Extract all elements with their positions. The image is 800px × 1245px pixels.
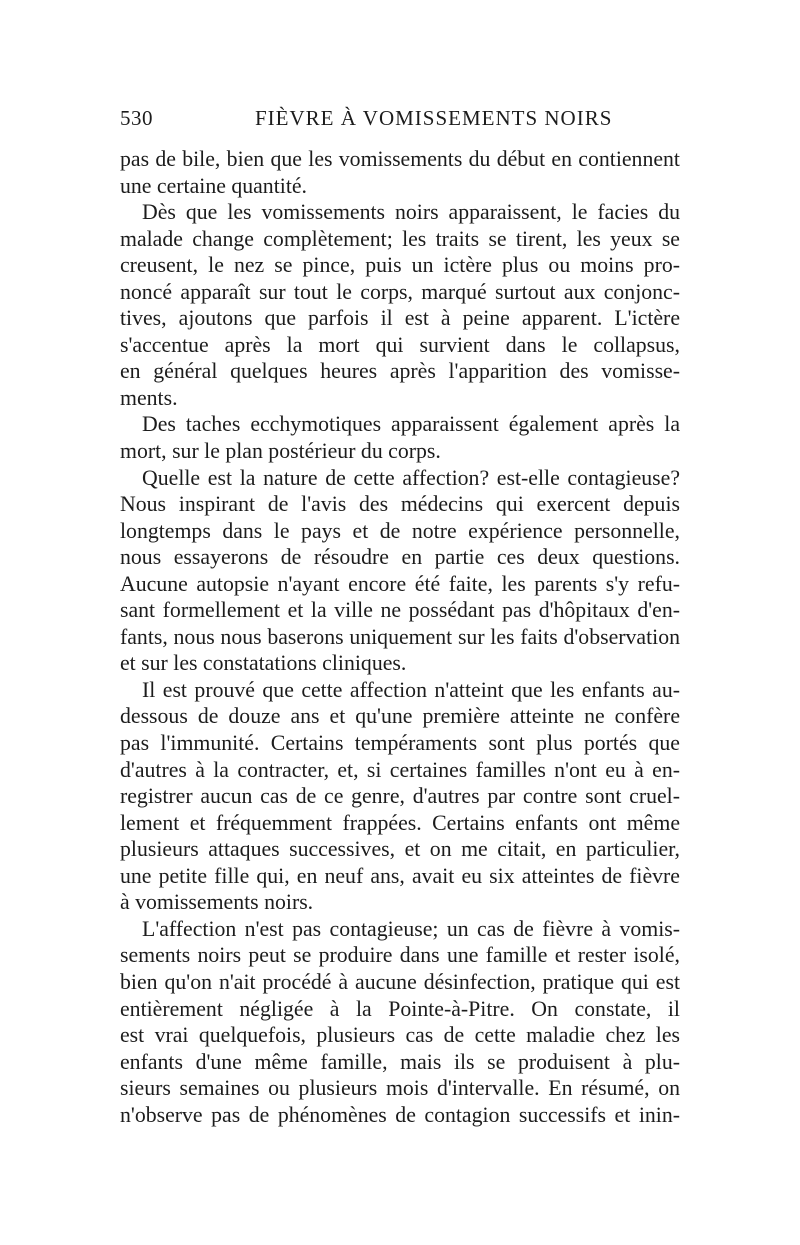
text-line: une certaine quantité. (120, 173, 307, 198)
text-line: mort, sur le plan postérieur du corps. (120, 439, 441, 464)
text-line: entièrement négligée à la Pointe-à-Pitre. On constate, il (120, 996, 680, 1021)
text-line: pas l'immunité. Certains tempéraments sont plus portés que (120, 731, 680, 756)
text-line: une petite fille qui, en neuf ans, avait eu six atteintes de fièvre (120, 863, 680, 888)
text-line: pas de bile, bien que les vomissements du début en contiennent (120, 147, 680, 171)
text-line: malade change complètement; les traits se tirent, les yeux se (120, 226, 680, 251)
text-line: registrer aucun cas de ce genre, d'autres par contre sont cruel- (120, 784, 680, 809)
page-number: 530 (120, 106, 153, 130)
text-line: sant formellement et la ville ne possédant pas d'hôpitaux d'en- (120, 598, 680, 623)
text-line: n'observe pas de phénomènes de contagion successifs et inin- (120, 1102, 680, 1127)
paragraph-first-line: Dès que les vomissements noirs apparaissent, le facies du (142, 200, 680, 225)
text-line: longtemps dans le pays et de notre expérience personnelle, (120, 518, 680, 543)
text-line: nous essayerons de résoudre en partie ces deux questions. (120, 545, 680, 570)
text-line: plusieurs attaques successives, et on me citait, en particulier, (120, 837, 680, 862)
text-line: enfants d'une même famille, mais ils se produisent à plu- (120, 1049, 680, 1074)
text-line: noncé apparaît sur tout le corps, marqué surtout aux conjonc- (120, 279, 680, 304)
paragraph-first-line: Quelle est la nature de cette affection? est-elle contagieuse? (142, 465, 680, 490)
running-title: FIÈVRE À VOMISSEMENTS NOIRS (255, 106, 613, 130)
text-line: ments. (120, 385, 178, 410)
page-header (115, 106, 680, 136)
text-line: est vrai quelquefois, plusieurs cas de cette maladie chez les (120, 1023, 680, 1048)
body-text (120, 146, 680, 1128)
text-line: et sur les constatations cliniques. (120, 651, 407, 676)
text-line: tives, ajoutons que parfois il est à peine apparent. L'ictère (120, 306, 680, 331)
text-line: lement et fréquemment frappées. Certains enfants ont même (120, 810, 680, 835)
paragraph-first-line: Des taches ecchymotiques apparaissent également après la (142, 412, 680, 437)
text-line: d'autres à la contracter, et, si certaines familles n'ont eu à en- (120, 757, 680, 782)
text-line: dessous de douze ans et qu'une première atteinte ne confère (120, 704, 680, 729)
text-line: en général quelques heures après l'apparition des vomisse- (120, 359, 680, 384)
text-line: sements noirs peut se produire dans une famille et rester isolé, (120, 943, 680, 968)
text-line: sieurs semaines ou plusieurs mois d'intervalle. En résumé, on (120, 1076, 680, 1101)
paragraph-first-line: L'affection n'est pas contagieuse; un cas de fièvre à vomis- (142, 916, 680, 941)
text-line: Aucune autopsie n'ayant encore été faite, les parents s'y refu- (120, 571, 680, 596)
text-line: fants, nous nous baserons uniquement sur les faits d'observation (120, 624, 680, 649)
text-line: bien qu'on n'ait procédé à aucune désinfection, pratique qui est (120, 969, 680, 994)
text-line: à vomissements noirs. (120, 890, 314, 915)
text-line: creusent, le nez se pince, puis un ictère plus ou moins pro- (120, 253, 680, 278)
paragraph-first-line: Il est prouvé que cette affection n'atteint que les enfants au- (142, 677, 680, 702)
text-line: Nous inspirant de l'avis des médecins qui exercent depuis (120, 492, 680, 517)
text-line: s'accentue après la mort qui survient dans le collapsus, (120, 332, 680, 357)
